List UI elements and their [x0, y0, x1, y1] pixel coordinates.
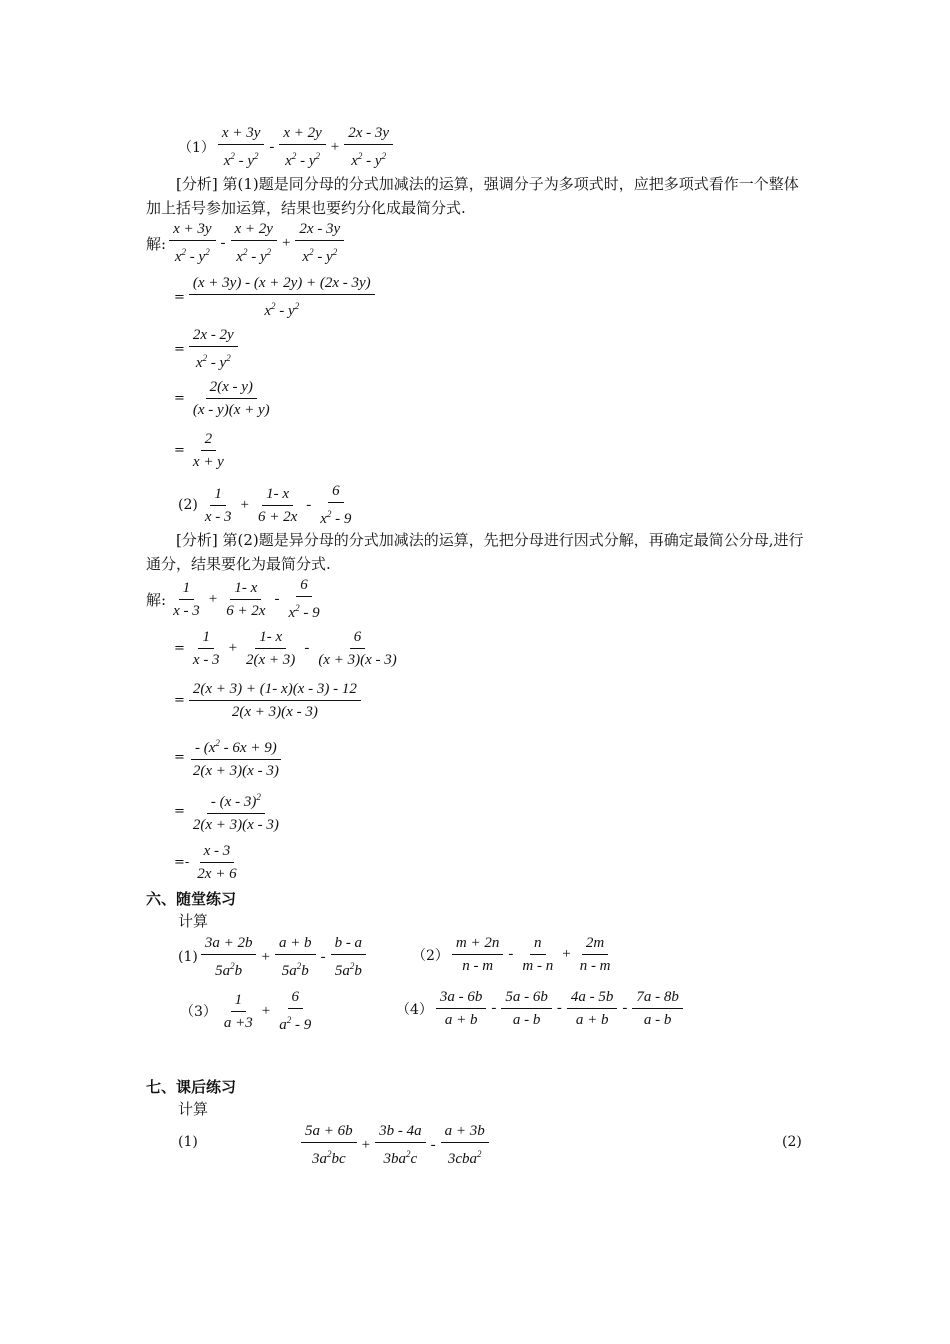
fraction: $\frac{6}{x^2 - 9}$	[288, 577, 320, 621]
solution1-step: = $\frac{(x + 3y) - (x + 2y) + (2x - 3y)}{x^2 - y^2}$	[174, 274, 378, 320]
analysis-paragraph-2: [分析] 第(2)题是异分母的分式加减法的运算，先把分母进行因式分解，再确定最简公分母,进行通分，结果要化为最简分式.	[146, 531, 804, 573]
solution2-step: = $\frac{- (x - 3)^2}{2(x + 3)(x - 3)}$	[174, 788, 286, 834]
homework-exercise-1: $\frac{5a + 6b}{3a^2bc}$ + $\frac{3b - 4a}{3ba^2c}$ - $\frac{a + 3b}{3cba^2}$	[298, 1122, 492, 1168]
solution1-step: = $\frac{2}{x + y}$	[174, 430, 231, 471]
problem2-statement: (2) $\frac{1}{x - 3}$ + $\frac{1- x}{6 + 2x}$ - $\frac{6}{x^2 - 9}$	[178, 482, 358, 528]
practice-exercise-2: （2） $\frac{m + 2n}{n - m}$ - $\frac{n}{m - n}$ + $\frac{2m}{n - m}$	[412, 934, 618, 975]
fraction: $\frac{a + b}{5a^2b}$	[275, 934, 316, 980]
fraction: $\frac{2}{x + y}$	[192, 431, 224, 470]
fraction: $\frac{(x + 3y) - (x + 2y) + (2x - 3y)}{x^2 - y^2}$	[189, 274, 375, 320]
fraction: $\frac{3a + 2b}{5a^2b}$	[201, 934, 257, 980]
fraction: $\frac{x - 3}{2x + 6}$	[197, 843, 237, 882]
fraction: $\frac{6}{(x + 3)(x - 3)}$	[318, 629, 397, 668]
fraction: $\frac{1}{a +3}$	[223, 991, 253, 1031]
fraction: $\frac{- (x - 3)^2}{2(x + 3)(x - 3)}$	[189, 788, 283, 834]
solution2-step: =- $\frac{x - 3}{2x + 6}$	[174, 842, 244, 883]
practice-exercise-1: (1) $\frac{3a + 2b}{5a^2b}$ + $\frac{a + b}{5a^2b}$ - $\frac{b - a}{5a^2b}$	[178, 934, 369, 980]
fraction: $\frac{2(x - y)}{(x - y)(x + y)}$	[192, 379, 270, 418]
fraction: $\frac{1}{x - 3}$	[192, 629, 220, 668]
solution1-step: = $\frac{2x - 2y}{x^2 - y^2}$	[174, 326, 241, 372]
fraction: $\frac{1- x}{6 + 2x}$	[226, 579, 266, 619]
fraction: $\frac{1- x}{2(x + 3)}$	[246, 629, 296, 668]
practice-exercise-3: （3） $\frac{1}{a +3}$ + $\frac{6}{a^2 - 9}$	[180, 988, 318, 1034]
homework-exercise-2-label: (2)	[782, 1134, 802, 1150]
problem-label: （1）	[178, 140, 215, 156]
fraction: $\frac{2x - 2y}{x^2 - y^2}$	[189, 326, 238, 372]
fraction: $\frac{6}{x^2 - 9}$	[320, 483, 352, 527]
fraction: $\frac{x + 3y}{x^2 - y^2}$	[169, 220, 215, 266]
fraction: $\frac{- (x^2 - 6x + 9)}{2(x + 3)(x - 3)}$	[189, 734, 283, 780]
fraction: $\frac{3a - 6b}{a + b}$	[436, 988, 487, 1029]
fraction: $\frac{4a - 5b}{a + b}$	[567, 988, 618, 1029]
solution2-step: = $\frac{2(x + 3) + (1- x)(x - 3) - 12}{2(x + 3)(x - 3)}$	[174, 680, 364, 721]
fraction: $\frac{m + 2n}{n - m}$	[452, 934, 503, 975]
fraction: $\frac{n}{m - n}$	[522, 935, 554, 974]
fraction: $\frac{x + 2y}{x^2 - y^2}$	[279, 124, 325, 170]
fraction: $\frac{1}{x - 3}$	[204, 485, 232, 525]
section7-heading: 七、课后练习	[146, 1078, 237, 1096]
fraction: $\frac{1- x}{6 + 2x}$	[257, 485, 298, 525]
section6-subheading: 计算	[178, 912, 209, 930]
fraction: $\frac{5a + 6b}{3a^2bc}$	[301, 1122, 357, 1168]
fraction: $\frac{2m}{n - m}$	[579, 935, 611, 974]
fraction: $\frac{b - a}{5a^2b}$	[331, 934, 367, 980]
fraction: $\frac{2x - 3y}{x^2 - y^2}$	[295, 220, 344, 266]
section6-heading: 六、随堂练习	[146, 890, 237, 908]
section7-subheading: 计算	[178, 1100, 209, 1118]
fraction: $\frac{1}{x - 3}$	[173, 579, 200, 619]
solution2-line: 解: $\frac{1}{x - 3}$ + $\frac{1- x}{6 + 2x}$ - $\frac{6}{x^2 - 9}$	[146, 576, 327, 622]
solution1-step: = $\frac{2(x - y)}{(x - y)(x + y)}$	[174, 378, 277, 419]
fraction: $\frac{a + 3b}{3cba^2}$	[441, 1122, 489, 1168]
analysis-paragraph-1: [分析] 第(1)题是同分母的分式加减法的运算，强调分子为多项式时，应把多项式看作一个整体加上括号参加运算，结果也要约分化成最简分式.	[146, 175, 799, 217]
fraction: $\frac{x + 2y}{x^2 - y^2}$	[231, 220, 277, 266]
solution2-step: = $\frac{- (x^2 - 6x + 9)}{2(x + 3)(x - 3)}$	[174, 734, 286, 780]
fraction: $\frac{2(x + 3) + (1- x)(x - 3) - 12}{2(x + 3)(x - 3)}$	[189, 680, 361, 721]
fraction: $\frac{7a - 8b}{a - b}$	[632, 988, 683, 1029]
fraction: $\frac{5a - 6b}{a - b}$	[501, 988, 552, 1029]
fraction: $\frac{3b - 4a}{3ba^2c}$	[375, 1122, 426, 1168]
solution-label: 解:	[146, 234, 167, 253]
homework-exercise-1-label: (1)	[178, 1134, 198, 1150]
problem-label: (2)	[178, 497, 198, 513]
fraction: $\frac{2x - 3y}{x^2 - y^2}$	[344, 124, 393, 170]
solution-label: 解:	[146, 590, 167, 609]
problem1-statement: （1） $\frac{x + 3y}{x^2 - y^2}$ - $\frac{x + 2y}{x^2 - y^2}$ + $\frac{2x - 3y}{x^2 - y^2}$	[178, 124, 396, 170]
solution2-step: = $\frac{1}{x - 3}$ + $\frac{1- x}{2(x + 3)}$ - $\frac{6}{(x + 3)(x - 3)}$	[174, 628, 404, 669]
practice-exercise-4: （4） $\frac{3a - 6b}{a + b}$ - $\frac{5a - 6b}{a - b}$ - $\frac{4a - 5b}{a + b}$ - $\frac{7a - 8b}{a - b}$	[396, 988, 686, 1029]
fraction: $\frac{6}{a^2 - 9}$	[279, 989, 312, 1033]
fraction: $\frac{x + 3y}{x^2 - y^2}$	[218, 124, 264, 170]
solution1-line: 解: $\frac{x + 3y}{x^2 - y^2}$ - $\frac{x + 2y}{x^2 - y^2}$ + $\frac{2x - 3y}{x^2 - y^2}$	[146, 220, 347, 266]
